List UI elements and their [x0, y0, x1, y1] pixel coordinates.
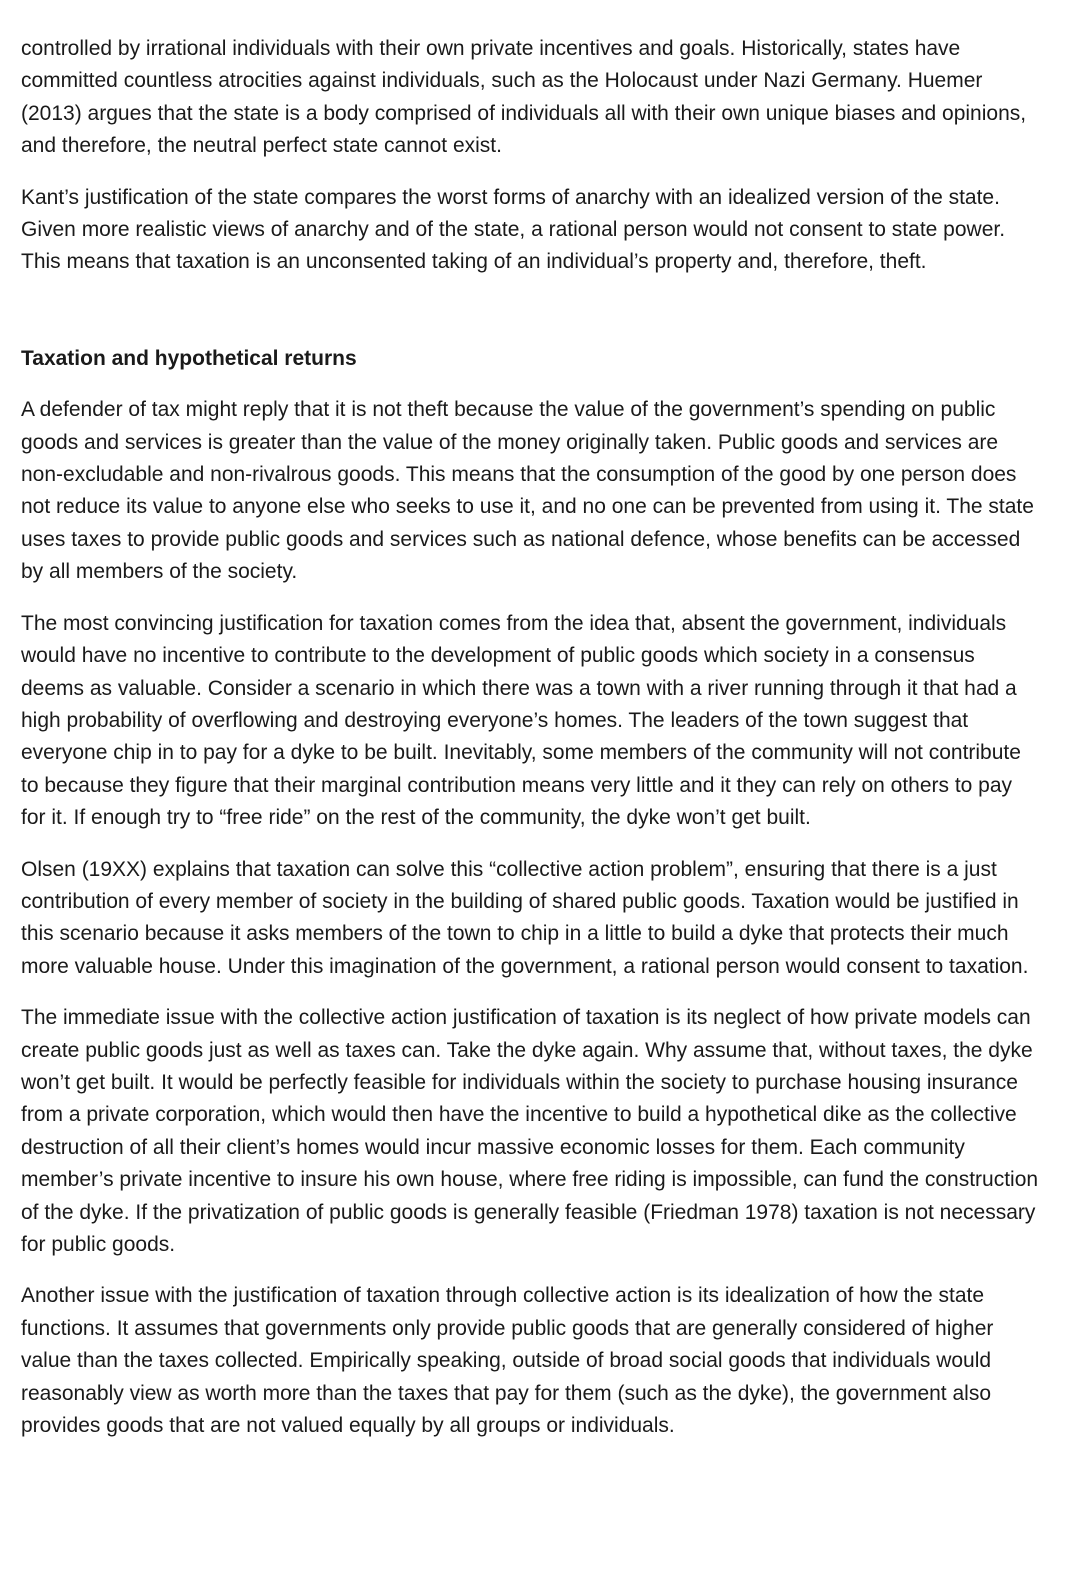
paragraph-state-irrational: controlled by irrational individuals with their own private incentives and goals. Historically, states have committed countless atrocities against individuals, such as the Holocaust under Nazi Germany. Huemer (2013) argues that the state is a body comprised of individuals all with their own unique biases and opinions, and therefore, the neutral perfect state cannot exist.	[21, 37, 1027, 158]
paragraph-public-goods: A defender of tax might reply that it is not theft because the value of the government’s spending on public goods and services is greater than the value of the money originally taken. Public goods and services are non-excludable and non-rivalrous goods. This means that the consumption of the good by one person does not reduce its value to anyone else who seeks to use it, and no one can be prevented from using it. The state uses taxes to provide public goods and services such as national defence, whose benefits can be accessed by all members of the society.	[21, 398, 1034, 584]
section-spacer	[21, 279, 1041, 343]
paragraph-collective-action: Olsen (19XX) explains that taxation can solve this “collective action problem”, ensuring that there is a just contribution of every member of society in the building of shared public goods. Taxation would be justified in this scenario because it asks members of the town to chip in a little to build a dyke that protects their much more valuable house. Under this imagination of the government, a rational person would consent to taxation.	[21, 857, 1029, 978]
paragraph-kant-justification: Kant’s justification of the state compares the worst forms of anarchy with an idealized version of the state. Given more realistic views of anarchy and of the state, a rational person would not consent to state power. This means that taxation is an unconsented taking of an individual’s property and, therefore, theft.	[21, 185, 1006, 274]
section-heading: Taxation and hypothetical returns	[21, 346, 357, 370]
paragraph-private-models: The immediate issue with the collective action justification of taxation is its neglect of how private models can create public goods just as well as taxes can. Take the dyke again. Why assume that, without taxes, the dyke won’t get built. It would be perfectly feasible for individuals within the society to purchase housing insurance from a private corporation, which would then have the incentive to build a hypothetical dike as the collective destruction of all their client’s homes would incur massive economic losses for them. Each community member’s private incentive to insure his own house, where free riding is impossible, can fund the construction of the dyke. If the privatization of public goods is generally feasible (Friedman 1978) taxation is not necessary for public goods.	[21, 1006, 1039, 1256]
paragraph-idealization: Another issue with the justification of taxation through collective action is its idealization of how the state functions. It assumes that governments only provide public goods that are generally considered of higher value than the taxes collected. Empirically speaking, outside of broad social goods that individuals would reasonably view as worth more than the taxes that pay for them (such as the dyke), the government also provides goods that are not valued equally by all groups or individuals.	[21, 1284, 994, 1438]
paragraph-convincing-justification: The most convincing justification for taxation comes from the idea that, absent the government, individuals would have no incentive to contribute to the development of public goods which society in a consensus deems as valuable. Consider a scenario in which there was a town with a river running through it that had a high probability of overflowing and destroying everyone’s homes. The leaders of the town suggest that everyone chip in to pay for a dyke to be built. Inevitably, some members of the community will not contribute to because they figure that their marginal contribution means very little and it they can rely on others to pay for it. If enough try to “free ride” on the rest of the community, the dyke won’t get built.	[21, 611, 1021, 830]
document-page	[21, 33, 1041, 1442]
